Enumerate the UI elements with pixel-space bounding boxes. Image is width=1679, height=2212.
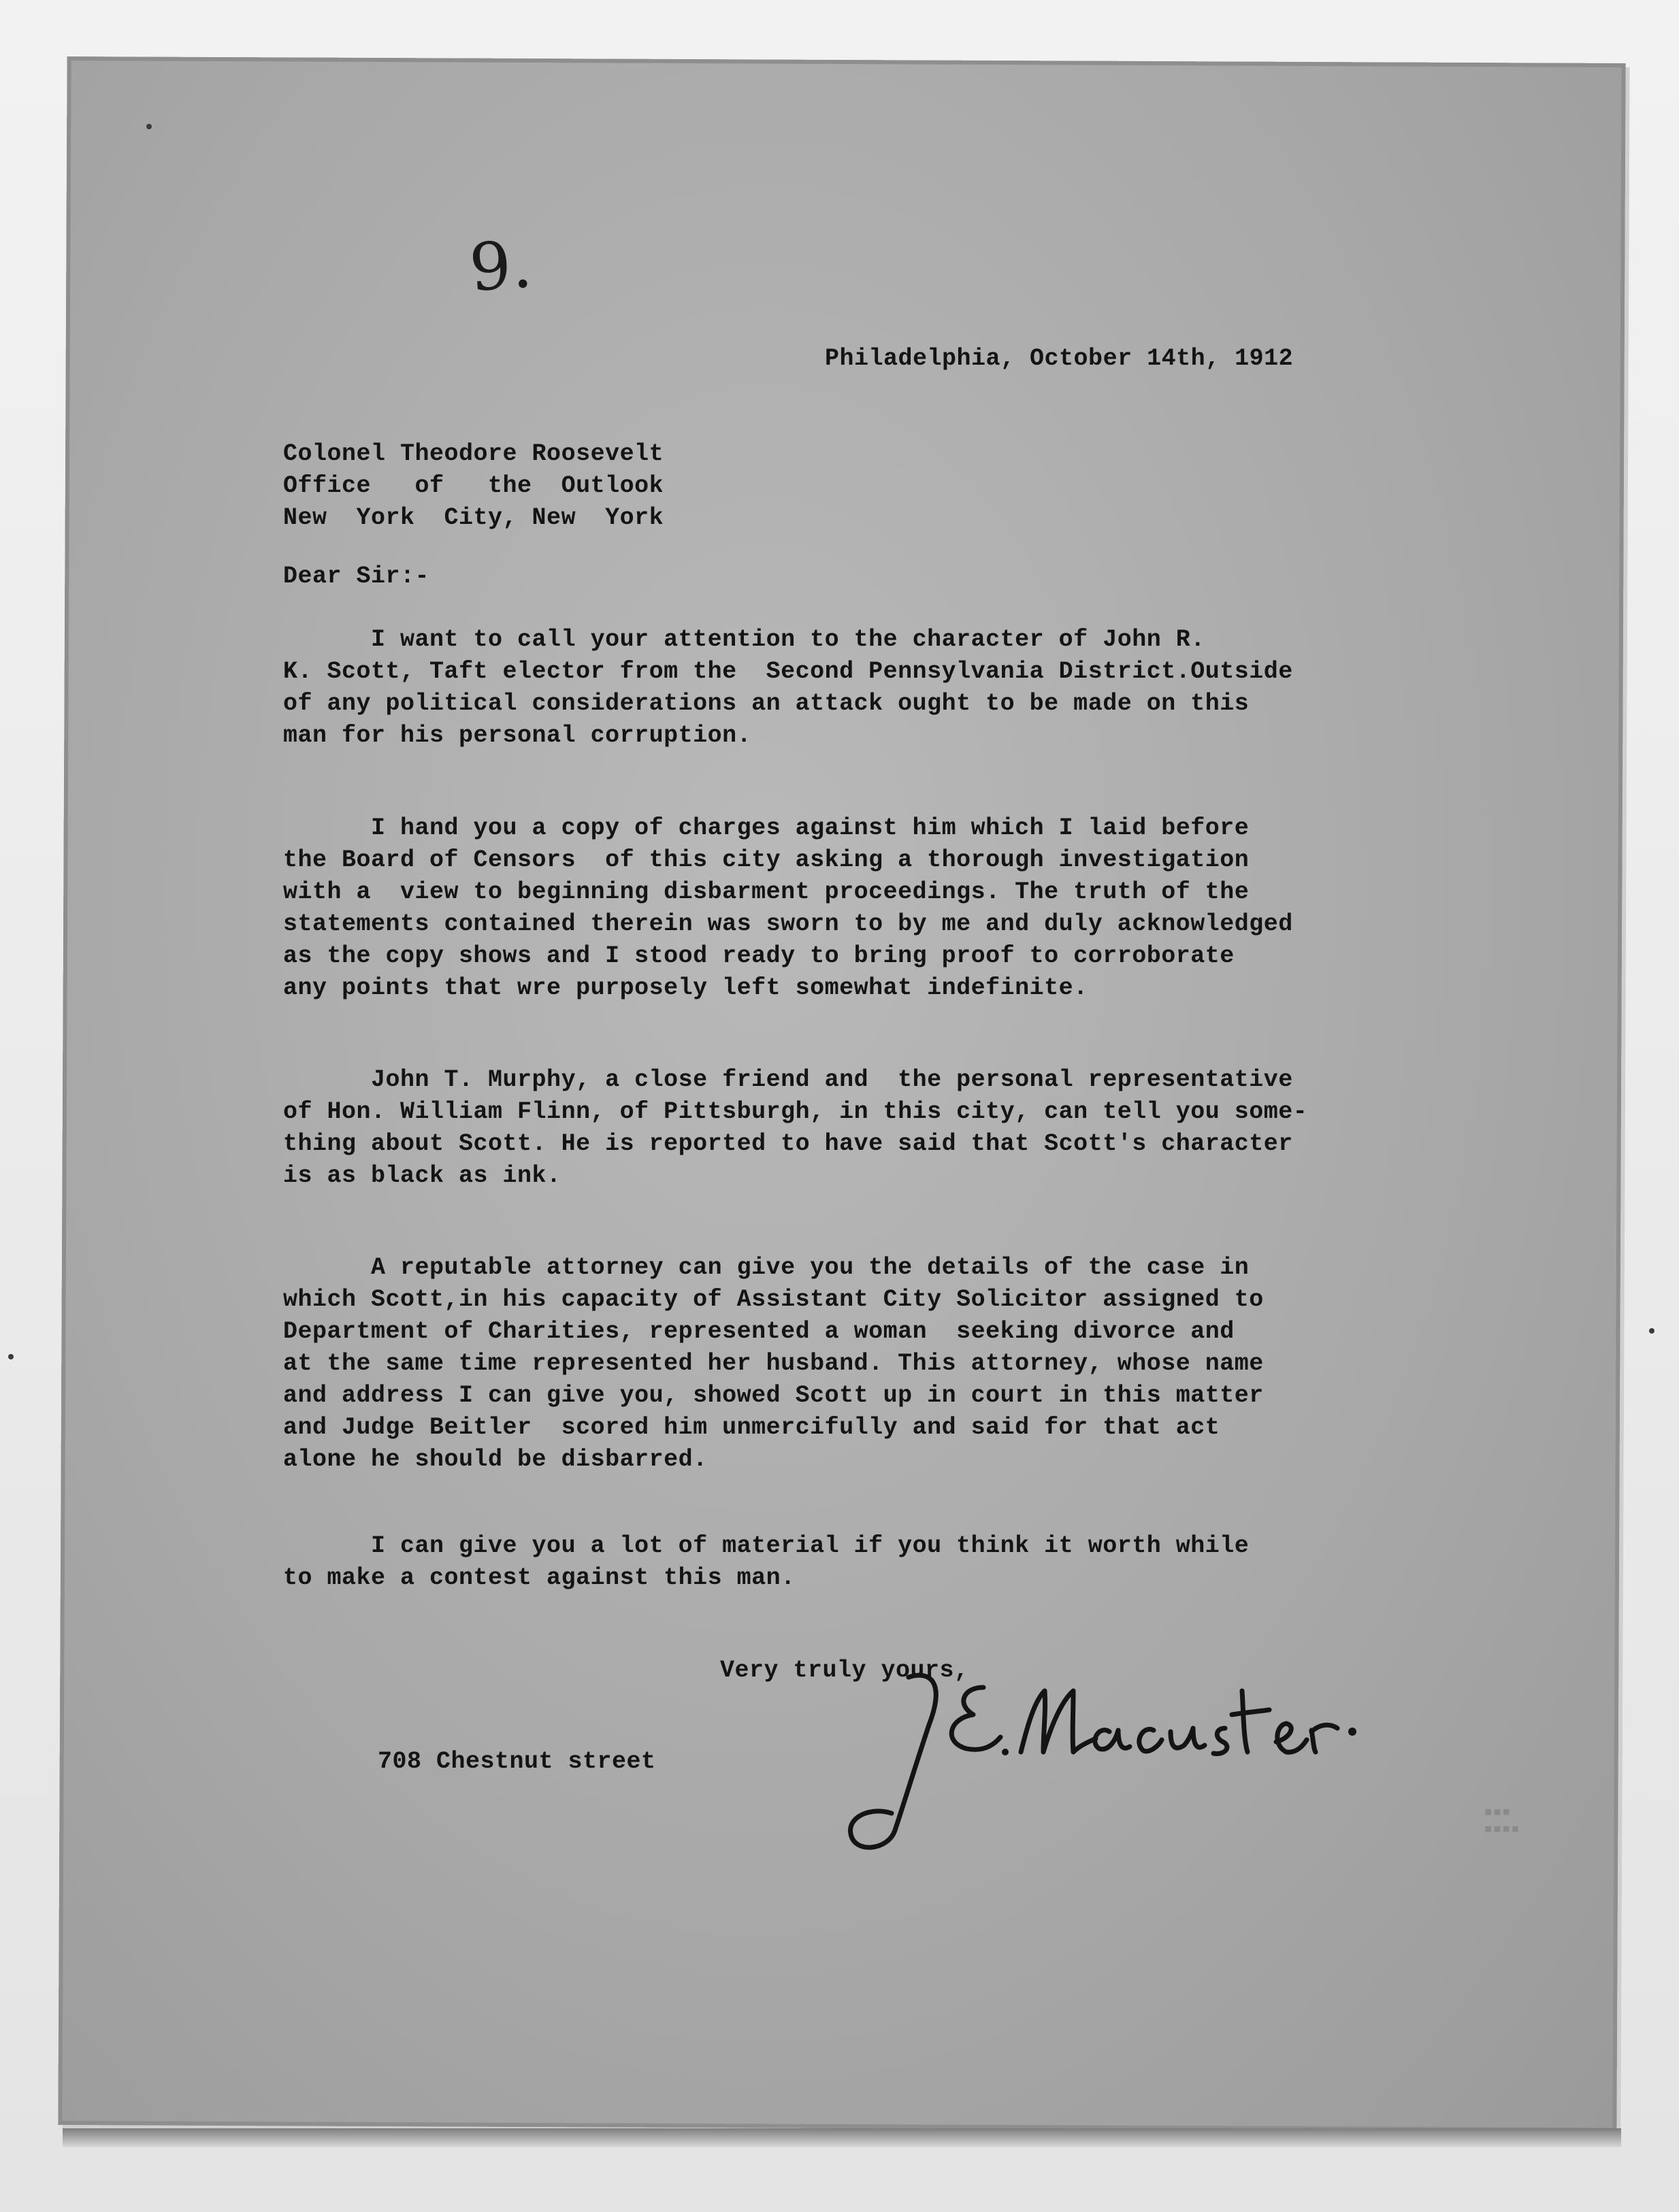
sender-address: 708 Chestnut street xyxy=(378,1748,656,1775)
paragraph-line: I can give you a lot of material if you think it worth while xyxy=(283,1532,1250,1559)
paragraph-line: as the copy shows and I stood ready to bring proof to corroborate xyxy=(283,942,1235,970)
date-line: Philadelphia, October 14th, 1912 xyxy=(825,345,1294,372)
paragraph-line: which Scott,in his capacity of Assistant City Solicitor assigned to xyxy=(283,1286,1264,1313)
recipient-name: Colonel Theodore Roosevelt xyxy=(283,440,664,467)
paragraph-line: any points that wre purposely left somewhat indefinite. xyxy=(283,974,1088,1002)
paragraph-line: to make a contest against this man. xyxy=(283,1564,796,1591)
handwritten-page-number: 9. xyxy=(467,225,535,307)
paragraph-line: and Judge Beitler scored him unmercifully and said for that act xyxy=(283,1414,1220,1441)
sheet-bottom-shadow xyxy=(63,2128,1621,2147)
paragraph-line: with a view to beginning disbarment proceedings. The truth of the xyxy=(283,878,1250,906)
paragraph-line: of any political considerations an attack ought to be made on this xyxy=(283,690,1250,717)
paragraph-line: of Hon. William Flinn, of Pittsburgh, in this city, can tell you some- xyxy=(283,1098,1308,1125)
paragraph-line: I want to call your attention to the character of John R. xyxy=(283,626,1205,653)
paragraph-line: K. Scott, Taft elector from the Second Pennsylvania District.Outside xyxy=(283,658,1293,685)
paragraph-line: the Board of Censors of this city asking a thorough investigation xyxy=(283,846,1250,874)
paragraph-line: A reputable attorney can give you the details of the case in xyxy=(283,1254,1250,1281)
paragraph-line: at the same time represented her husband. This attorney, whose name xyxy=(283,1350,1264,1377)
faint-margin-marks: ▪▪▪ ▪▪▪▪ xyxy=(1484,1803,1520,1837)
recipient-city: New York City, New York xyxy=(283,504,664,531)
paragraph-line: alone he should be disbarred. xyxy=(283,1446,708,1473)
paragraph-line: statements contained therein was sworn to by me and duly acknowledged xyxy=(283,910,1293,938)
handwritten-signature xyxy=(827,1650,1358,1861)
recipient-office: Office of the Outlook xyxy=(283,472,664,499)
speck xyxy=(146,124,152,129)
speck xyxy=(8,1354,14,1359)
speck xyxy=(1649,1328,1654,1334)
paragraph-line: I hand you a copy of charges against him which I laid before xyxy=(283,814,1250,842)
paragraph-line: and address I can give you, showed Scott up in court in this matter xyxy=(283,1382,1264,1409)
paragraph-line: is as black as ink. xyxy=(283,1162,561,1189)
paragraph-line: John T. Murphy, a close friend and the personal representative xyxy=(283,1066,1293,1093)
paragraph-line: Department of Charities, represented a woman seeking divorce and xyxy=(283,1318,1235,1345)
paragraph-line: thing about Scott. He is reported to have said that Scott's character xyxy=(283,1130,1293,1157)
paragraph-line: man for his personal corruption. xyxy=(283,722,752,749)
closing: Very truly yours, xyxy=(720,1657,969,1684)
salutation: Dear Sir:- xyxy=(283,563,430,590)
